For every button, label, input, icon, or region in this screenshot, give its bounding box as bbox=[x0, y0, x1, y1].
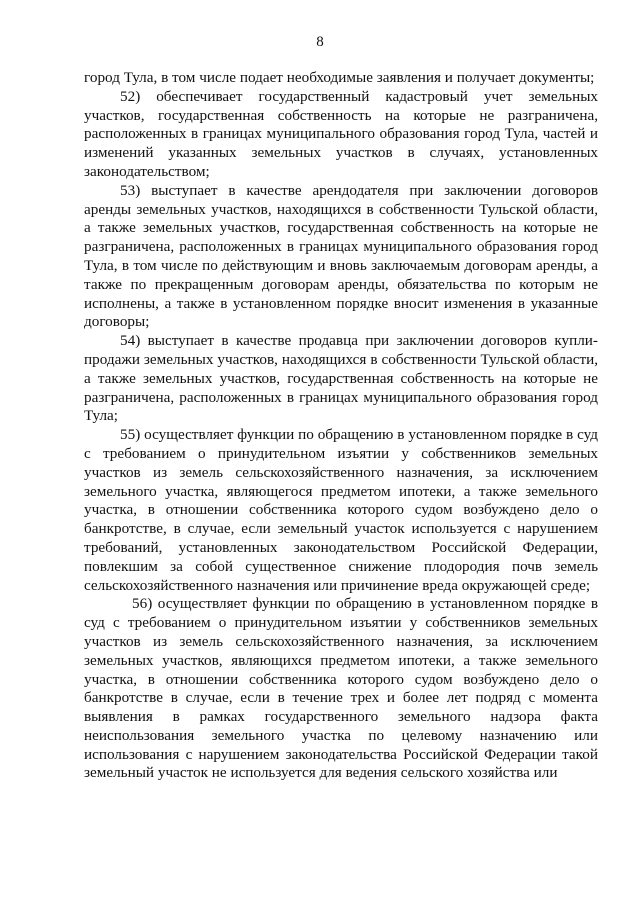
paragraph-continuation: город Тула, в том числе подает необходимые заявления и получает документы; bbox=[84, 69, 595, 86]
paragraph-item-55: 55) осуществляет функции по обращению в установленном порядке в суд с требованием о принудительном изъятии у собственников земельных участков из земель сельскохозяйственного назначения, за исключением земельного участка, являющегося предметом ипотеки, а также земельного участка, в отношении собственника которого судом возбуждено дело о банкротстве, в случае, если земельный участок используется с нарушением требований, установленных законодательством Российской Федерации, повлекшим за собой существенное снижение плодородия почв земель сельскохозяйственного назначения или причинение вреда окружающей среде; bbox=[84, 426, 598, 594]
paragraph-item-54: 54) выступает в качестве продавца при заключении договоров купли-продажи земельных участков, находящихся в собственности Тульской области, а также земельных участков, государственная собственность на которые не разграничена, расположенных в границах муниципального образования город Тула; bbox=[84, 332, 598, 425]
paragraph-item-56: 56) осуществляет функции по обращению в установленном порядке в суд с требованием о принудительном изъятии у собственников земельных участков из земель сельскохозяйственного назначения, за исключением земельных участков, являющихся предметом ипотеки, а также земельного участка, в отношении собственника которого судом возбуждено дело о банкротстве в случае, если в течение трех и более лет подряд с момента выявления в рамках государственного земельного надзора факта неиспользования земельного участка по целевому назначению или использования с нарушением законодательства Российской Федерации такой земельный участок не используется для ведения сельского хозяйства или bbox=[84, 595, 598, 782]
page-number: 8 bbox=[316, 34, 324, 50]
document-body bbox=[84, 69, 598, 783]
paragraph-item-52: 52) обеспечивает государственный кадастровый учет земельных участков, государственная собственность на которые не разграничена, расположенных в границах муниципального образования город Тула, частей и изменений указанных земельных участков в случаях, установленных законодательством; bbox=[84, 87, 598, 180]
paragraph-item-53: 53) выступает в качестве арендодателя при заключении договоров аренды земельных участков, находящихся в собственности Тульской области, а также земельных участков, государственная собственность на которые не разграничена, расположенных в границах муниципального образования город Тула, в том числе по действующим и вновь заключаемым договорам аренды, а также по прекращенным договорам аренды, обязательства по которым не исполнены, а также в установленном порядке вносит изменения в указанные договоры; bbox=[84, 181, 598, 331]
